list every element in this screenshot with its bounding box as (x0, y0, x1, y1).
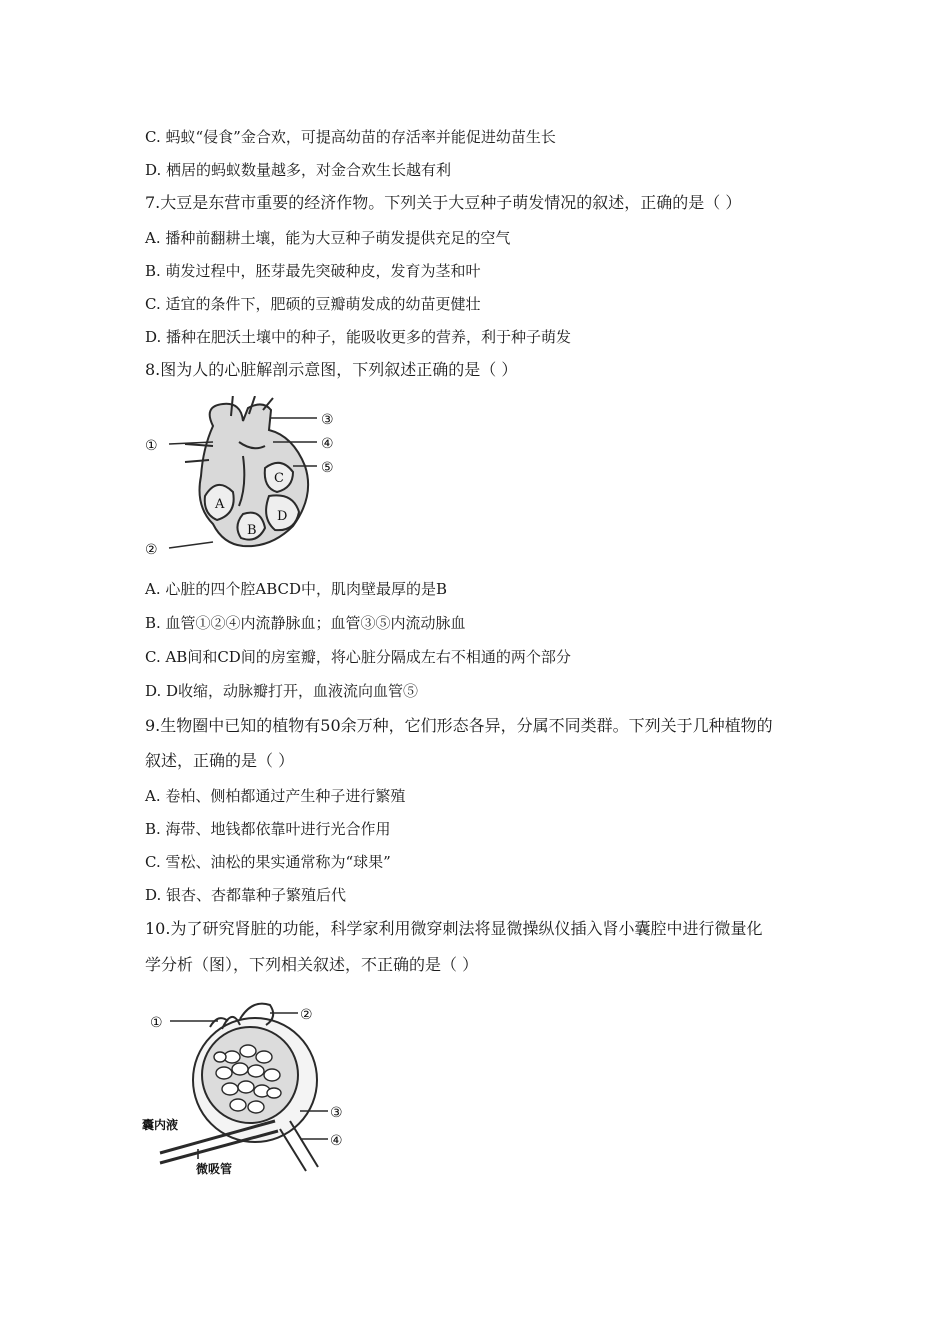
heart-label-4: ④ (321, 436, 334, 452)
kidney-label-1: ① (150, 1015, 163, 1031)
kidney-label-2: ② (300, 1007, 313, 1023)
kidney-drawing (160, 1004, 318, 1171)
line-q9a: A. 卷柏、侧柏都通过产生种子进行繁殖 (145, 787, 406, 805)
line-q7b: B. 萌发过程中，胚芽最先突破种皮，发育为茎和叶 (145, 262, 481, 280)
line-q7c: C. 适宜的条件下，肥硕的豆瓣萌发成的幼苗更健壮 (145, 295, 481, 313)
line-q9c: C. 雪松、油松的果实通常称为“球果” (145, 853, 391, 871)
line-q6d: D. 栖居的蚂蚁数量越多，对金合欢生长越有利 (145, 161, 452, 179)
line-q9b: B. 海带、地钱都依靠叶进行光合作用 (145, 820, 391, 838)
heart-label-1: ① (145, 438, 158, 454)
heart-diagram (143, 396, 348, 566)
question-9-line-1: 9.生物圈中已知的植物有50余万种，它们形态各异，分属不同类群。下列关于几种植物的 (145, 716, 773, 735)
heart-chamber-b: B (247, 523, 257, 538)
heart-chamber-d: D (277, 509, 288, 524)
line-q9d: D. 银杏、杏都靠种子繁殖后代 (145, 886, 347, 904)
question-10-line-2: 学分析（图），下列相关叙述，不正确的是（ ） (145, 955, 479, 974)
line-q8a: A. 心脏的四个腔ABCD中，肌肉壁最厚的是B (145, 580, 448, 598)
question-9-line-2: 叙述，正确的是（ ） (145, 751, 295, 770)
heart-label-5: ⑤ (321, 460, 334, 476)
kidney-diagram (140, 995, 355, 1175)
line-q7a: A. 播种前翻耕土壤，能为大豆种子萌发提供充足的空气 (145, 229, 511, 247)
line-q8d: D. D收缩，动脉瓣打开，血液流向血管⑤ (145, 682, 419, 700)
kidney-label-3: ③ (330, 1105, 343, 1121)
heart-label-3: ③ (321, 412, 334, 428)
line-q7d: D. 播种在肥沃土壤中的种子，能吸收更多的营养，利于种子萌发 (145, 328, 572, 346)
question-8: 8.图为人的心脏解剖示意图，下列叙述正确的是（ ） (145, 360, 518, 379)
heart-chamber-c: C (274, 471, 284, 486)
question-10-line-1: 10.为了研究肾脏的功能，科学家利用微穿刺法将显微操纵仪插入肾小囊腔中进行微量化 (145, 919, 763, 938)
line-q8b: B. 血管①②④内流静脉血；血管③⑤内流动脉血 (145, 614, 466, 632)
line-q6c: C. 蚂蚁“侵食”金合欢，可提高幼苗的存活率并能促进幼苗生长 (145, 128, 556, 146)
pipette-label: 微吸管 (196, 1162, 233, 1175)
heart-chamber-a: A (215, 497, 225, 512)
heart-label-2: ② (145, 542, 158, 558)
kidney-label-4: ④ (330, 1133, 343, 1149)
fluid-label: 囊内液 (142, 1118, 179, 1132)
question-7: 7.大豆是东营市重要的经济作物。下列关于大豆种子萌发情况的叙述，正确的是（ ） (145, 193, 742, 212)
line-q8c: C. AB间和CD间的房室瓣，将心脏分隔成左右不相通的两个部分 (145, 648, 571, 666)
